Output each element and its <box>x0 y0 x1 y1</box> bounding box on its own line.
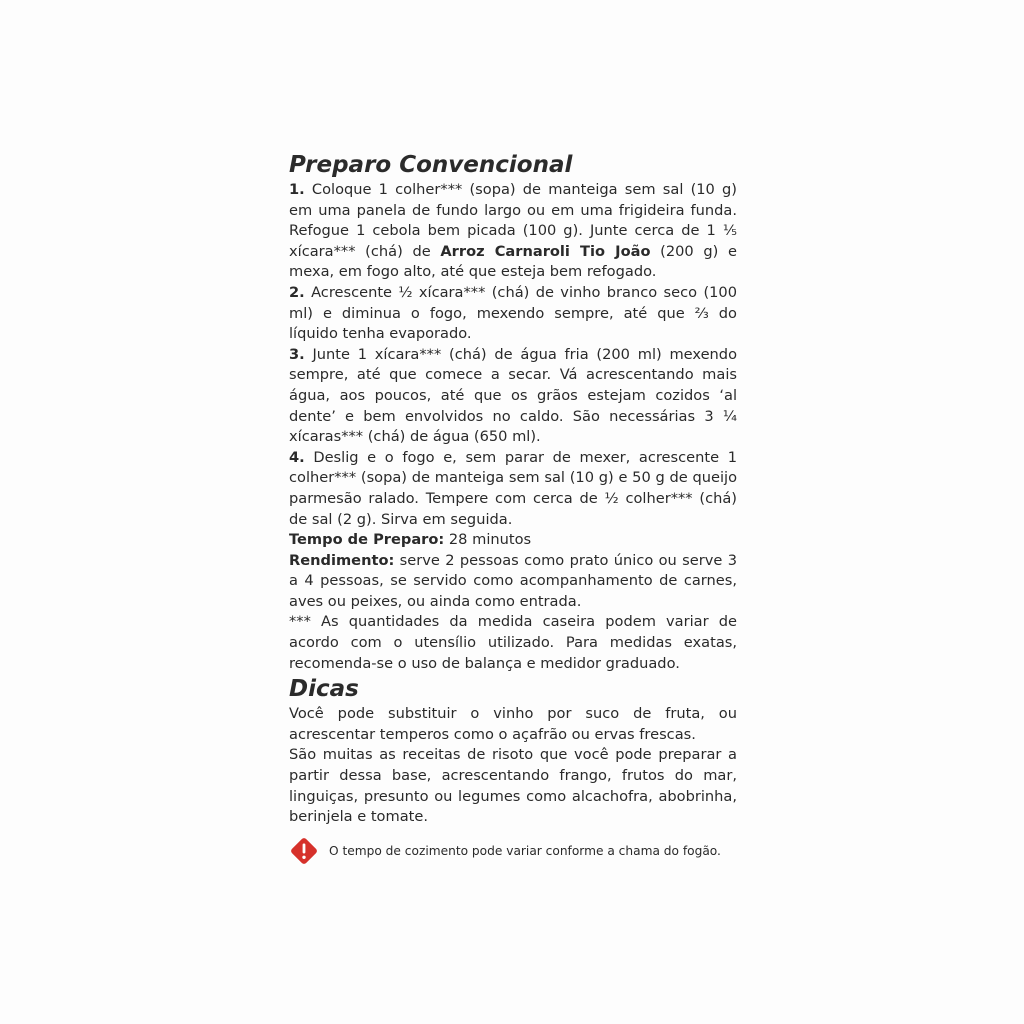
step-4-text: Deslig e o fogo e, sem parar de mexer, acrescente 1 colher*** (sopa) de manteiga sem sal (10 g) e 50 g de queijo parmesão ralado. Tempere com cerca de ½ colher*** (chá) de sal (2 g). Sirva em seguida. <box>289 448 737 528</box>
step-4-number: 4. <box>289 448 305 466</box>
step-3-number: 3. <box>289 345 305 363</box>
step-1-text-b: (200 g) e mexa, em fogo alto, até que esteja bem refogado. <box>289 242 737 281</box>
warning-note <box>289 836 737 866</box>
tempo-value: 28 minutos <box>444 531 532 549</box>
tempo-label: Tempo de Preparo: <box>289 531 445 549</box>
dicas-paragraph-1: Você pode substituir o vinho por suco de fruta, ou acrescentar temperos como o açafrão ou ervas frescas. <box>289 705 737 743</box>
step-3 <box>289 345 737 448</box>
tempo-de-preparo <box>289 530 737 551</box>
step-3-text: Junte 1 xícara*** (chá) de água fria (200 ml) mexendo sempre, até que comece a secar. Vá acrescentando mais água, aos poucos, até que os grãos estejam cozidos ‘al dente’ e bem envolvidos no caldo. São necessárias 3 ¼ xícaras*** (chá) de água (650 ml). <box>289 345 737 446</box>
rendimento-label: Rendimento: <box>289 551 395 569</box>
step-2-number: 2. <box>289 283 305 301</box>
step-1 <box>289 180 737 283</box>
step-1-number: 1. <box>289 181 305 198</box>
step-4 <box>289 448 737 530</box>
dicas-paragraph-2: São muitas as receitas de risoto que você pode preparar a partir dessa base, acrescentando frango, frutos do mar, linguiças, presunto ou legumes como alcachofra, abobrinha, berinjela e tomate. <box>289 746 737 826</box>
step-1-brand: Arroz Carnaroli Tio João <box>440 242 651 260</box>
rendimento <box>289 551 737 613</box>
warning-text: O tempo de cozimento pode variar conforme a chama do fogão. <box>329 843 721 858</box>
warning-diamond-icon <box>289 836 319 866</box>
rendimento-value: serve 2 pessoas como prato único ou serve 3 a 4 pessoas, se servido como acompanhamento de carnes, aves ou peixes, ou ainda como entrada. <box>289 551 737 610</box>
dicas-heading: Dicas <box>289 676 359 703</box>
step-2-text: Acrescente ½ xícara*** (chá) de vinho branco seco (100 ml) e diminua o fogo, mexendo sempre, até que ⅔ do líquido tenha evaporado. <box>289 283 737 343</box>
step-2 <box>289 283 737 345</box>
step-1-text-a: Coloque 1 colher*** (sopa) de manteiga sem sal (10 g) em uma panela de fundo largo ou em uma frigideira funda. Refogue 1 cebola bem picada (100 g). Junte cerca de 1 ⅕ xícara*** (chá) de <box>289 181 737 260</box>
footnote: *** As quantidades da medida caseira podem variar de acordo com o utensílio utilizado. Para medidas exatas, recomenda-se o uso de balança e medidor graduado. <box>289 613 737 672</box>
preparo-heading: Preparo Convencional <box>289 152 573 178</box>
recipe-column <box>289 150 737 866</box>
